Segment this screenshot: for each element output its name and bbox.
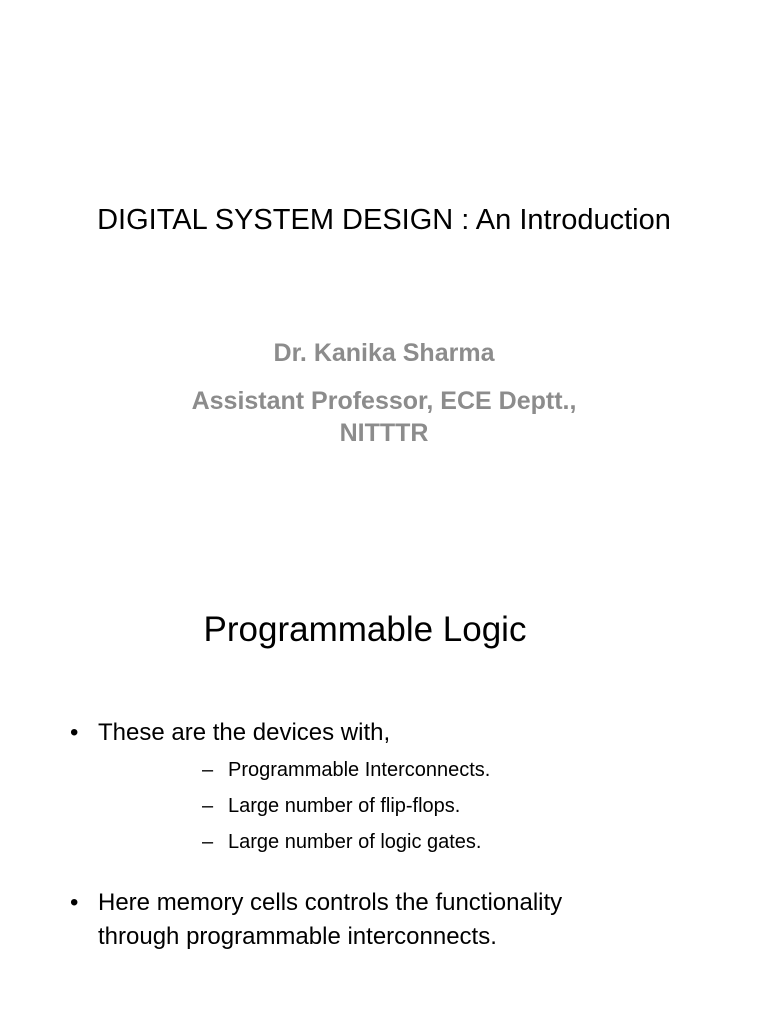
bullet-icon: • xyxy=(70,889,79,916)
bullet-text-line-1: Here memory cells controls the functionality xyxy=(98,889,563,916)
bullet-list xyxy=(0,716,768,954)
sub-bullet-item xyxy=(98,788,768,824)
bullet-icon: • xyxy=(70,719,79,746)
slide-title-heading: DIGITAL SYSTEM DESIGN : An Introduction xyxy=(97,204,671,236)
author-name: Dr. Kanika Sharma xyxy=(273,339,495,367)
bullet-text-line-2: through programmable interconnects. xyxy=(98,923,497,950)
sub-bullet-text: Large number of logic gates. xyxy=(228,831,482,853)
slide-heading: Programmable Logic xyxy=(203,610,527,649)
sub-bullet-item xyxy=(98,824,768,860)
sub-bullet-list xyxy=(98,752,768,860)
slide-programmable-logic xyxy=(0,512,768,1024)
sub-bullet-text: Large number of flip-flops. xyxy=(228,795,461,817)
bullet-item xyxy=(0,886,768,954)
sub-bullet-item xyxy=(98,752,768,788)
author-institute: NITTTR xyxy=(339,419,429,447)
bullet-text: These are the devices with, xyxy=(98,719,391,746)
author-position: Assistant Professor, ECE Deptt., xyxy=(191,387,577,415)
bullet-item xyxy=(0,716,768,860)
dash-icon: – xyxy=(202,795,214,817)
dash-icon: – xyxy=(202,759,214,781)
slide-subtitle xyxy=(0,334,768,448)
dash-icon: – xyxy=(202,831,214,853)
sub-bullet-text: Programmable Interconnects. xyxy=(228,759,491,781)
